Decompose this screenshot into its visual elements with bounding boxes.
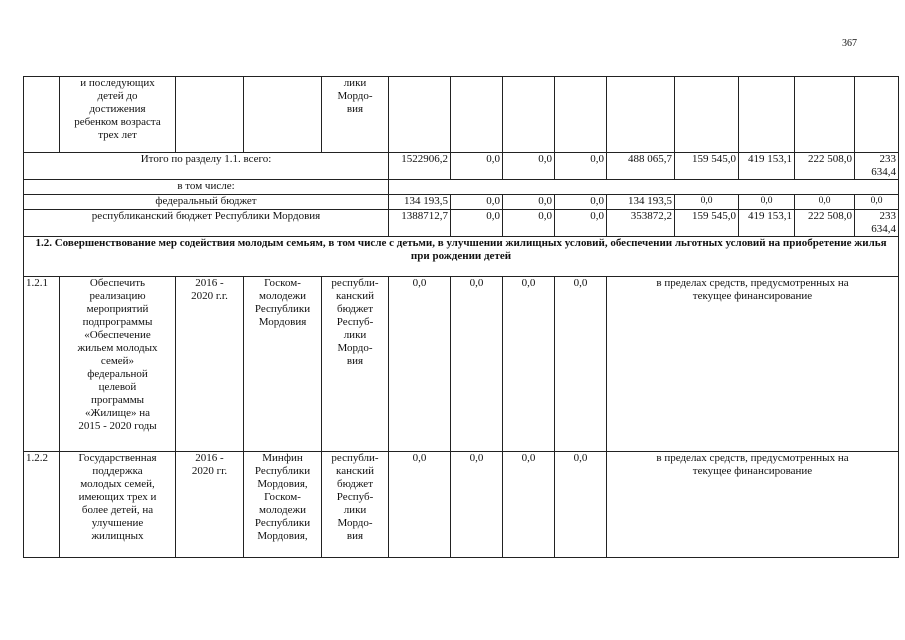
- total-value: 488 065,7: [607, 153, 675, 180]
- republic-row: [24, 210, 899, 237]
- item-executor: Госком- молодежи Республики Мордовия: [244, 277, 322, 452]
- federal-row: [24, 195, 899, 210]
- republic-value: 0,0: [555, 210, 607, 237]
- value-cell: [607, 77, 675, 153]
- budget-table: [23, 76, 899, 558]
- table-row: [24, 452, 899, 558]
- republic-value: 0,0: [451, 210, 503, 237]
- federal-value: 0,0: [795, 195, 855, 210]
- item-value: 0,0: [555, 452, 607, 558]
- item-index: 1.2.2: [24, 452, 60, 558]
- total-value: 0,0: [503, 153, 555, 180]
- continued-row: [24, 77, 899, 153]
- item-note: в пределах средств, предусмотренных на текущее финансирование: [607, 277, 899, 452]
- item-period: 2016 - 2020 гг.: [176, 452, 244, 558]
- item-source: республи- канский бюджет Респуб- лики Мордо- вия: [322, 452, 389, 558]
- value-cell: [795, 77, 855, 153]
- item-name: Обеспечить реализацию мероприятий подпрограммы «Обеспечение жильем молодых семей» федеральной целевой программы «Жилище» на 2015 - 2020 годы: [60, 277, 176, 452]
- federal-value: 0,0: [451, 195, 503, 210]
- including-empty: [389, 180, 899, 195]
- item-index: 1.2.1: [24, 277, 60, 452]
- total-value: 0,0: [555, 153, 607, 180]
- item-executor: Минфин Республики Мордовия, Госком- молодежи Республики Мордовия,: [244, 452, 322, 558]
- value-cell: [675, 77, 739, 153]
- value-cell: [855, 77, 899, 153]
- item-value: 0,0: [389, 277, 451, 452]
- page-number: 367: [842, 38, 857, 49]
- total-value: 222 508,0: [795, 153, 855, 180]
- total-value: 419 153,1: [739, 153, 795, 180]
- total-label: Итого по разделу 1.1. всего:: [24, 153, 389, 180]
- federal-label: федеральный бюджет: [24, 195, 389, 210]
- value-cell: [555, 77, 607, 153]
- republic-value: 222 508,0: [795, 210, 855, 237]
- value-cell: [739, 77, 795, 153]
- item-name: Государственная поддержка молодых семей, имеющих трех и более детей, на улучшение жилищных: [60, 452, 176, 558]
- federal-value: 0,0: [675, 195, 739, 210]
- section-heading-row: [24, 237, 899, 277]
- value-cell: [503, 77, 555, 153]
- measure-name-cell: и последующих детей до достижения ребенком возраста трех лет: [60, 77, 176, 153]
- total-value: 159 545,0: [675, 153, 739, 180]
- republic-value: 233 634,4: [855, 210, 899, 237]
- total-value: 1522906,2: [389, 153, 451, 180]
- item-value: 0,0: [451, 277, 503, 452]
- table-row: [24, 277, 899, 452]
- period-cell: [176, 77, 244, 153]
- value-cell: [389, 77, 451, 153]
- total-row: [24, 153, 899, 180]
- federal-value: 134 193,5: [389, 195, 451, 210]
- including-row: [24, 180, 899, 195]
- federal-value: 134 193,5: [607, 195, 675, 210]
- value-cell: [451, 77, 503, 153]
- item-source: республи- канский бюджет Респуб- лики Мордо- вия: [322, 277, 389, 452]
- including-label: в том числе:: [24, 180, 389, 195]
- source-cell: лики Мордо- вия: [322, 77, 389, 153]
- republic-value: 353872,2: [607, 210, 675, 237]
- federal-value: 0,0: [855, 195, 899, 210]
- federal-value: 0,0: [739, 195, 795, 210]
- total-value: 233 634,4: [855, 153, 899, 180]
- item-note: в пределах средств, предусмотренных на текущее финансирование: [607, 452, 899, 558]
- item-value: 0,0: [503, 452, 555, 558]
- federal-value: 0,0: [555, 195, 607, 210]
- item-period: 2016 - 2020 г.г.: [176, 277, 244, 452]
- total-value: 0,0: [451, 153, 503, 180]
- republic-label: республиканский бюджет Республики Мордовия: [24, 210, 389, 237]
- item-value: 0,0: [389, 452, 451, 558]
- section-heading: 1.2. Совершенствование мер содействия молодым семьям, в том числе с детьми, в улучшении жилищных условий, обеспечении льготных условий на приобретение жилья при рождении детей: [24, 237, 899, 277]
- republic-value: 159 545,0: [675, 210, 739, 237]
- republic-value: 419 153,1: [739, 210, 795, 237]
- republic-value: 1388712,7: [389, 210, 451, 237]
- item-value: 0,0: [451, 452, 503, 558]
- executor-cell: [244, 77, 322, 153]
- republic-value: 0,0: [503, 210, 555, 237]
- item-value: 0,0: [503, 277, 555, 452]
- index-cell: [24, 77, 60, 153]
- item-value: 0,0: [555, 277, 607, 452]
- federal-value: 0,0: [503, 195, 555, 210]
